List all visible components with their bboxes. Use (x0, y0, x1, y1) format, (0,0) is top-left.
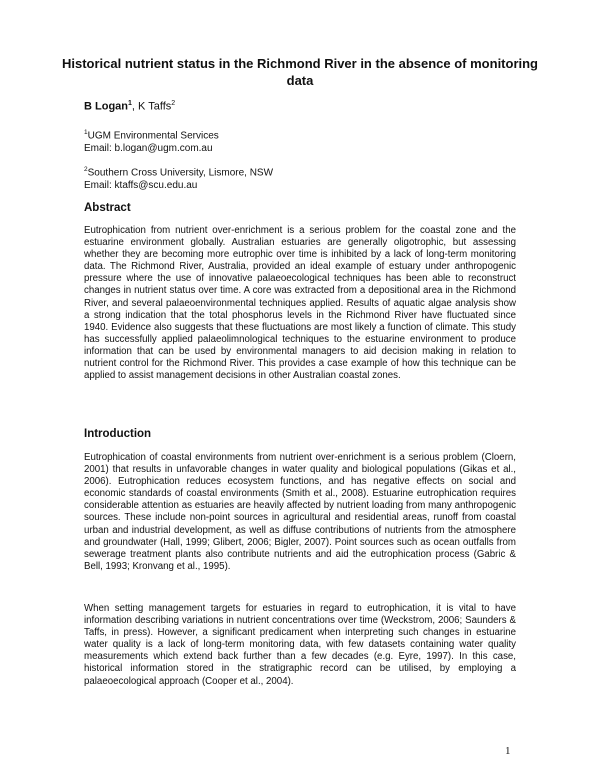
introduction-paragraph: When setting management targets for estuaries in regard to eutrophication, it is vital to have information describing variations in nutrient concentrations over time (Weckstrom, 2006; Saunders & Taffs, in press). However, a significant predicament when interpreting such changes in estuarine water quality is a lack of long-term monitoring data, with few datasets containing water quality measurements which extend back further than a few decades (e.g. Eyre, 1997). In this case, historical information stored in the stratigraphic record can be utilised, by employing a palaeoecological approach (Cooper et al., 2004). (84, 603, 516, 687)
affiliation (84, 163, 273, 192)
affiliation (84, 126, 219, 155)
page-number: 1 (505, 745, 511, 757)
affiliation-org: Southern Cross University, Lismore, NSW (87, 167, 274, 179)
abstract-text: Eutrophication from nutrient over-enrichment is a serious problem for the coastal zone and the estuarine environment globally. Australian estuaries are generally oligotrophic, but assessing whether they are becoming more eutrophic over time is inhibited by a lack of long-term monitoring data. The Richmond River, Australia, provided an ideal example of estuary under anthropogenic pressure where the use of innovative palaeoecological techniques has been able to reconstruct changes in nutrient status over time. A core was extracted from a depositional area in the Richmond River, and several palaeoenvironmental techniques applied. Results of aquatic algae analysis show a strong indication that the total phosphorus levels in the Richmond River have fluctuated since 1940. Evidence also suggests that these fluctuations are most likely a function of climate. This study has successfully applied palaeolimnological techniques to the estuarine environment to produce information that can be used by environmental managers to aid decision making in relation to nutrient control for the Richmond River. This provides a case example of how this technique can be applied to assist management decisions in other Australian coastal zones. (84, 225, 516, 382)
introduction-heading: Introduction (84, 428, 152, 440)
abstract-heading: Abstract (84, 202, 131, 214)
affiliation-email: Email: ktaffs@scu.edu.au (84, 180, 198, 192)
affiliation-org: UGM Environmental Services (87, 130, 219, 142)
affiliation-email: Email: b.logan@ugm.com.au (84, 143, 213, 155)
author-affiliation-marker: 2 (171, 100, 176, 107)
author-line (84, 100, 175, 113)
author-name: B Logan (84, 100, 128, 113)
affiliation-marker: 2 (84, 166, 88, 173)
affiliation-marker: 1 (84, 129, 88, 136)
author-affiliation-marker: 1 (128, 100, 132, 107)
paper-title: Historical nutrient status in the Richmond River in the absence of monitoring data (62, 56, 538, 88)
author-name: K Taffs (138, 100, 172, 113)
author-separator: , (131, 100, 139, 113)
introduction-paragraph: Eutrophication of coastal environments from nutrient over-enrichment is a serious problem (Cloern, 2001) that results in unfavorable changes in water quality and biological populations (Gikas et al., 2006). Eutrophication reduces ecosystem functions, and has negative effects on social and economic standards of coastal environments (Smith et al., 2008). Estuarine eutrophication requires considerable attention as estuaries are heavily affected by nutrient loading from many anthropogenic sources. These include non-point sources in agricultural and residential areas, runoff from coastal urban and industrial development, as well as diffuse contributions of nutrients from the atmosphere and groundwater (Hall, 1999; Glibert, 2006; Bigler, 2007). Point sources such as ocean outfalls from sewerage treatment plants also contribute nutrients and aid the eutrophication process (Gabric & Bell, 1993; Kronvang et al., 1995). (84, 452, 516, 572)
